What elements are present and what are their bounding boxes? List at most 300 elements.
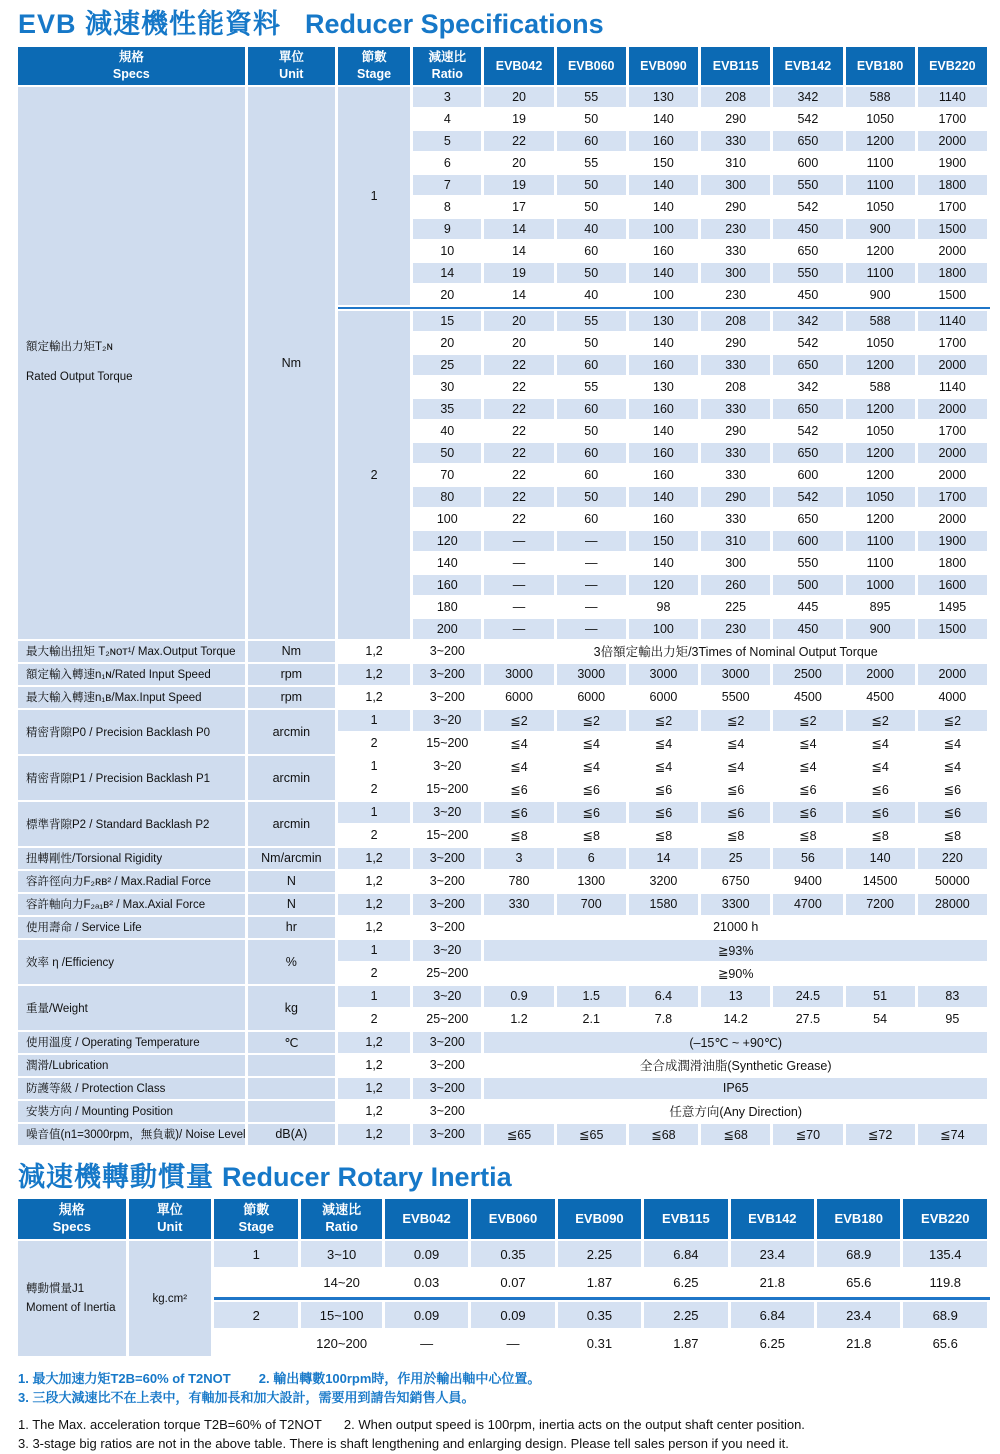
footnote-zh-line1 [18,1370,1000,1389]
table-row [18,1124,990,1147]
ratio-cell: 20 [413,285,484,307]
ratio-cell: 120 [413,531,484,553]
value-cell: 2000 [918,443,990,465]
value-cell: ≦4 [773,756,845,779]
value-cell: ≦65 [484,1124,556,1147]
spec-label-cell: 扭轉剛性/Torsional Rigidity [18,848,248,871]
stage-cell: 1,2 [338,687,413,710]
stage-cell: 2 [338,825,413,848]
unit-cell: hr [248,917,338,940]
value-cell: 1900 [918,531,990,553]
value-cell: 445 [773,597,845,619]
span-value-cell: 全合成潤滑油脂(Synthetic Grease) [484,1055,990,1078]
value-cell: 60 [557,509,629,531]
ratio-cell: 100 [413,509,484,531]
column-header-evb042: EVB042 [385,1199,471,1241]
value-cell: 1100 [846,531,918,553]
value-cell: 22 [484,399,556,421]
value-cell: 542 [773,197,845,219]
value-cell: ≦6 [846,802,918,825]
value-cell: 0.07 [471,1269,557,1297]
ratio-cell: 3~20 [413,986,484,1009]
value-cell: 14 [484,241,556,263]
value-cell: 0.35 [471,1241,557,1269]
value-cell: 3300 [701,894,773,917]
value-cell: 700 [557,894,629,917]
ratio-cell: 15~200 [413,825,484,848]
value-cell: 450 [773,619,845,641]
value-cell: 2000 [918,355,990,377]
spec-label-cell: 防護等級 / Protection Class [18,1078,248,1101]
value-cell: 6000 [484,687,556,710]
value-cell: ≦6 [773,779,845,802]
ratio-cell: 200 [413,619,484,641]
unit-cell: Nm/arcmin [248,848,338,871]
value-cell: 160 [629,443,701,465]
value-cell: — [484,597,556,619]
column-header-evb220: EVB220 [918,47,990,87]
value-cell: 900 [846,219,918,241]
value-cell: 1700 [918,197,990,219]
value-cell: 3000 [629,664,701,687]
value-cell: — [557,531,629,553]
value-cell: 130 [629,311,701,333]
value-cell: 28000 [918,894,990,917]
unit-cell [248,1101,338,1124]
value-cell: 130 [629,377,701,399]
value-cell: ≦8 [773,825,845,848]
ratio-cell: 15 [413,311,484,333]
value-cell: 650 [773,131,845,153]
stage-cell: 1 [338,986,413,1009]
table-row [18,917,990,940]
value-cell: 19 [484,109,556,131]
column-header-evb090: EVB090 [629,47,701,87]
value-cell: 450 [773,285,845,307]
value-cell: ≦2 [918,710,990,733]
value-cell: 50000 [918,871,990,894]
value-cell: 2000 [846,664,918,687]
page-title-en: Reducer Specifications [305,9,604,39]
value-cell: 100 [629,619,701,641]
stage-cell: 1,2 [338,641,413,664]
value-cell: 342 [773,87,845,109]
ratio-cell: 3~200 [413,641,484,664]
value-cell: 22 [484,443,556,465]
stage-cell: 1,2 [338,1078,413,1101]
value-cell: 14.2 [701,1009,773,1032]
value-cell: 55 [557,153,629,175]
value-cell: 83 [918,986,990,1009]
value-cell: 13 [701,986,773,1009]
stage-cell: 1,2 [338,871,413,894]
value-cell: 230 [701,219,773,241]
value-cell: 100 [629,285,701,307]
value-cell: 4700 [773,894,845,917]
ratio-cell: 3~20 [413,756,484,779]
value-cell: 342 [773,311,845,333]
column-header-evb142: EVB142 [773,47,845,87]
spec-label-cell: 使用壽命 / Service Life [18,917,248,940]
value-cell: 20 [484,311,556,333]
ratio-cell: 35 [413,399,484,421]
spec-label-cell: 潤滑/Lubrication [18,1055,248,1078]
value-cell: 1000 [846,575,918,597]
value-cell: 5500 [701,687,773,710]
value-cell: 0.03 [385,1269,471,1297]
value-cell: 780 [484,871,556,894]
page-title [18,10,1000,40]
value-cell: 550 [773,175,845,197]
value-cell: 1050 [846,197,918,219]
value-cell: 550 [773,263,845,285]
value-cell: 1050 [846,487,918,509]
value-cell: 2000 [918,399,990,421]
value-cell: 230 [701,619,773,641]
footnote-en-line1 [18,1416,1000,1435]
value-cell: 1200 [846,241,918,263]
value-cell: 0.31 [558,1330,644,1358]
value-cell: 1300 [557,871,629,894]
spec-label-cell: 標準背隙P2 / Standard Backlash P2 [18,802,248,848]
value-cell: 54 [846,1009,918,1032]
value-cell: 3000 [557,664,629,687]
ratio-cell: 15~200 [413,733,484,756]
value-cell: 100 [629,219,701,241]
value-cell: 600 [773,465,845,487]
value-cell: 65.6 [903,1330,990,1358]
table-row [18,871,990,894]
value-cell: 330 [701,241,773,263]
value-cell: 600 [773,531,845,553]
value-cell: ≦68 [629,1124,701,1147]
value-cell: ≦4 [557,733,629,756]
span-value-cell: 21000 h [484,917,990,940]
value-cell: 51 [846,986,918,1009]
value-cell: — [557,619,629,641]
value-cell: ≦72 [846,1124,918,1147]
value-cell: 20 [484,333,556,355]
unit-cell: arcmin [248,710,338,756]
stage-cell: 2 [338,1009,413,1032]
span-value-cell: IP65 [484,1078,990,1101]
value-cell: ≦4 [701,756,773,779]
inertia-title-zh: 減速機轉動慣量 [18,1161,214,1192]
value-cell: 1500 [918,285,990,307]
value-cell: 2000 [918,465,990,487]
value-cell: 50 [557,263,629,285]
value-cell: 24.5 [773,986,845,1009]
ratio-cell: 25 [413,355,484,377]
ratio-cell: 4 [413,109,484,131]
unit-cell: arcmin [248,756,338,802]
ratio-cell: 9 [413,219,484,241]
value-cell: 300 [701,175,773,197]
value-cell: 9400 [773,871,845,894]
value-cell: ≦6 [484,779,556,802]
value-cell: 588 [846,311,918,333]
value-cell: 900 [846,285,918,307]
value-cell: 23.4 [817,1302,903,1330]
value-cell: 2000 [918,131,990,153]
value-cell: 27.5 [773,1009,845,1032]
value-cell: 6.84 [644,1241,730,1269]
stage-cell: 2 [338,311,413,641]
ratio-cell: 120~200 [301,1330,384,1358]
column-header-evb090: EVB090 [558,1199,644,1241]
stage-cell: 1 [338,87,413,307]
value-cell: 208 [701,87,773,109]
value-cell: 1700 [918,109,990,131]
value-cell: 20 [484,153,556,175]
value-cell: ≦4 [846,733,918,756]
value-cell: 1200 [846,443,918,465]
column-header-ratio: 減速比 Ratio [301,1199,384,1241]
column-header-evb042: EVB042 [484,47,556,87]
value-cell: 140 [846,848,918,871]
spec-table-header [18,47,990,87]
value-cell: 310 [701,531,773,553]
inertia-title-en: Reducer Rotary Inertia [222,1161,512,1192]
stage-cell: 2 [338,779,413,802]
value-cell: 1.2 [484,1009,556,1032]
spec-label-cell: 安裝方向 / Mounting Position [18,1101,248,1124]
value-cell: ≦4 [484,756,556,779]
ratio-cell: 3~200 [413,917,484,940]
footnote-zh-line2: 3. 三段大減速比不在上表中，有軸加長和加大設計，需要用到請告知銷售人員。 [18,1390,475,1406]
value-cell: ≦6 [846,779,918,802]
value-cell: 2000 [918,241,990,263]
value-cell: 1200 [846,355,918,377]
value-cell: 2.25 [644,1302,730,1330]
value-cell: 3200 [629,871,701,894]
unit-cell: Nm [248,641,338,664]
value-cell: 160 [629,241,701,263]
value-cell: 4500 [773,687,845,710]
value-cell: 50 [557,109,629,131]
value-cell: 3000 [484,664,556,687]
rotary-inertia-table [18,1199,990,1358]
value-cell: 300 [701,263,773,285]
footnote-zh-2: 2. 輸出轉數100rpm時，作用於輸出軸中心位置。 [258,1371,541,1387]
value-cell: 140 [629,175,701,197]
value-cell: 1200 [846,399,918,421]
ratio-cell: 3~200 [413,848,484,871]
unit-cell: % [248,940,338,986]
value-cell: 542 [773,333,845,355]
value-cell: 130 [629,87,701,109]
stage-cell: 1,2 [338,917,413,940]
value-cell: 1200 [846,465,918,487]
ratio-cell: 3~200 [413,1078,484,1101]
value-cell: 50 [557,197,629,219]
unit-cell: ℃ [248,1032,338,1055]
spec-label-cell: 額定輸入轉速n₁ɴ/Rated Input Speed [18,664,248,687]
ratio-cell: 3~200 [413,1032,484,1055]
spec-label-cell: 容許軸向力F₂ₐ₁ʙ² / Max.Axial Force [18,894,248,917]
column-header-evb180: EVB180 [817,1199,903,1241]
ratio-cell: 140 [413,553,484,575]
value-cell: 140 [629,197,701,219]
value-cell: 50 [557,487,629,509]
unit-cell [248,1078,338,1101]
value-cell: 1200 [846,509,918,531]
value-cell: 2000 [918,664,990,687]
stage-cell: 2 [214,1302,301,1330]
footnotes [18,1370,1000,1453]
value-cell: 330 [701,509,773,531]
ratio-cell: 160 [413,575,484,597]
value-cell: ≦8 [701,825,773,848]
table-row [18,710,990,733]
table-row [18,894,990,917]
value-cell: 50 [557,175,629,197]
value-cell: ≦74 [918,1124,990,1147]
value-cell: 20 [484,87,556,109]
value-cell: 290 [701,109,773,131]
unit-cell: kg.cm² [129,1241,214,1358]
stage-cell: 1 [338,940,413,963]
table-row [18,940,990,963]
value-cell: 4500 [846,687,918,710]
inertia-title [18,1163,1000,1193]
value-cell: 2000 [918,509,990,531]
value-cell: ≦4 [629,756,701,779]
value-cell: — [484,575,556,597]
value-cell: 1200 [846,131,918,153]
table-row [18,1032,990,1055]
ratio-cell: 7 [413,175,484,197]
value-cell: 60 [557,355,629,377]
value-cell: 14 [629,848,701,871]
spec-table-header-row [18,47,990,87]
ratio-cell: 14~20 [301,1269,384,1297]
ratio-cell: 15~200 [413,779,484,802]
ratio-cell: 3~200 [413,1101,484,1124]
stage-cell [214,1269,301,1297]
value-cell: ≦6 [701,802,773,825]
value-cell: 60 [557,241,629,263]
column-header-stage: 節數 Stage [338,47,413,87]
value-cell: 1100 [846,263,918,285]
span-value-cell: 3倍額定輸出力矩/3Times of Nominal Output Torque [484,641,990,664]
column-header-evb060: EVB060 [471,1199,557,1241]
value-cell: 160 [629,355,701,377]
value-cell: ≦2 [846,710,918,733]
value-cell: 60 [557,399,629,421]
value-cell: 1700 [918,487,990,509]
value-cell: 50 [557,333,629,355]
column-header-evb115: EVB115 [701,47,773,87]
value-cell: 6.25 [644,1269,730,1297]
value-cell: 650 [773,399,845,421]
ratio-cell: 80 [413,487,484,509]
value-cell: 14500 [846,871,918,894]
value-cell: 1140 [918,87,990,109]
value-cell: 22 [484,509,556,531]
value-cell: 650 [773,443,845,465]
value-cell: ≦6 [701,779,773,802]
value-cell: — [557,553,629,575]
stage-cell: 1 [214,1241,301,1269]
ratio-cell: 8 [413,197,484,219]
value-cell: 55 [557,377,629,399]
ratio-cell: 6 [413,153,484,175]
ratio-cell: 3~200 [413,1124,484,1147]
value-cell: ≦68 [701,1124,773,1147]
value-cell: ≦2 [773,710,845,733]
stage-cell [214,1330,301,1358]
value-cell: 160 [629,131,701,153]
value-cell: 55 [557,87,629,109]
value-cell: 21.8 [731,1269,817,1297]
value-cell: 22 [484,131,556,153]
value-cell: 290 [701,333,773,355]
value-cell: — [484,531,556,553]
ratio-cell: 3 [413,87,484,109]
value-cell: ≦6 [773,802,845,825]
table-row [18,664,990,687]
value-cell: 542 [773,109,845,131]
value-cell: 140 [629,263,701,285]
value-cell: 21.8 [817,1330,903,1358]
column-header-evb115: EVB115 [644,1199,730,1241]
value-cell: 895 [846,597,918,619]
spec-label-cell: 最大輸出扭矩 T₂ɴᴏᴛ¹/ Max.Output Torque [18,641,248,664]
value-cell: — [471,1330,557,1358]
value-cell: ≦2 [484,710,556,733]
value-cell: 60 [557,443,629,465]
value-cell: 60 [557,131,629,153]
value-cell: ≦8 [484,825,556,848]
value-cell: ≦6 [918,802,990,825]
stage-cell: 1 [338,710,413,733]
value-cell: 22 [484,487,556,509]
ratio-cell: 14 [413,263,484,285]
value-cell: 542 [773,421,845,443]
ratio-cell: 180 [413,597,484,619]
value-cell: 1140 [918,311,990,333]
value-cell: ≦4 [918,733,990,756]
value-cell: 140 [629,109,701,131]
value-cell: 650 [773,355,845,377]
value-cell: 2.1 [557,1009,629,1032]
spec-label-cell: 最大輸入轉速n₁ʙ/Max.Input Speed [18,687,248,710]
value-cell: ≦4 [484,733,556,756]
value-cell: 6000 [629,687,701,710]
ratio-cell: 3~20 [413,710,484,733]
value-cell: 17 [484,197,556,219]
unit-cell: dB(A) [248,1124,338,1147]
value-cell: 542 [773,487,845,509]
stage-cell: 1,2 [338,1101,413,1124]
ratio-cell: 25~200 [413,1009,484,1032]
value-cell: ≦6 [557,779,629,802]
value-cell: 290 [701,421,773,443]
value-cell: 330 [484,894,556,917]
value-cell: 1700 [918,421,990,443]
value-cell: — [484,619,556,641]
value-cell: 588 [846,377,918,399]
value-cell: 140 [629,421,701,443]
value-cell: 135.4 [903,1241,990,1269]
value-cell: ≦4 [773,733,845,756]
span-value-cell: ≧93% [484,940,990,963]
footnote-en-1: 1. The Max. acceleration torque T2B=60% of T2NOT [18,1417,322,1433]
ratio-cell: 3~200 [413,1055,484,1078]
ratio-cell: 20 [413,333,484,355]
value-cell: 160 [629,465,701,487]
